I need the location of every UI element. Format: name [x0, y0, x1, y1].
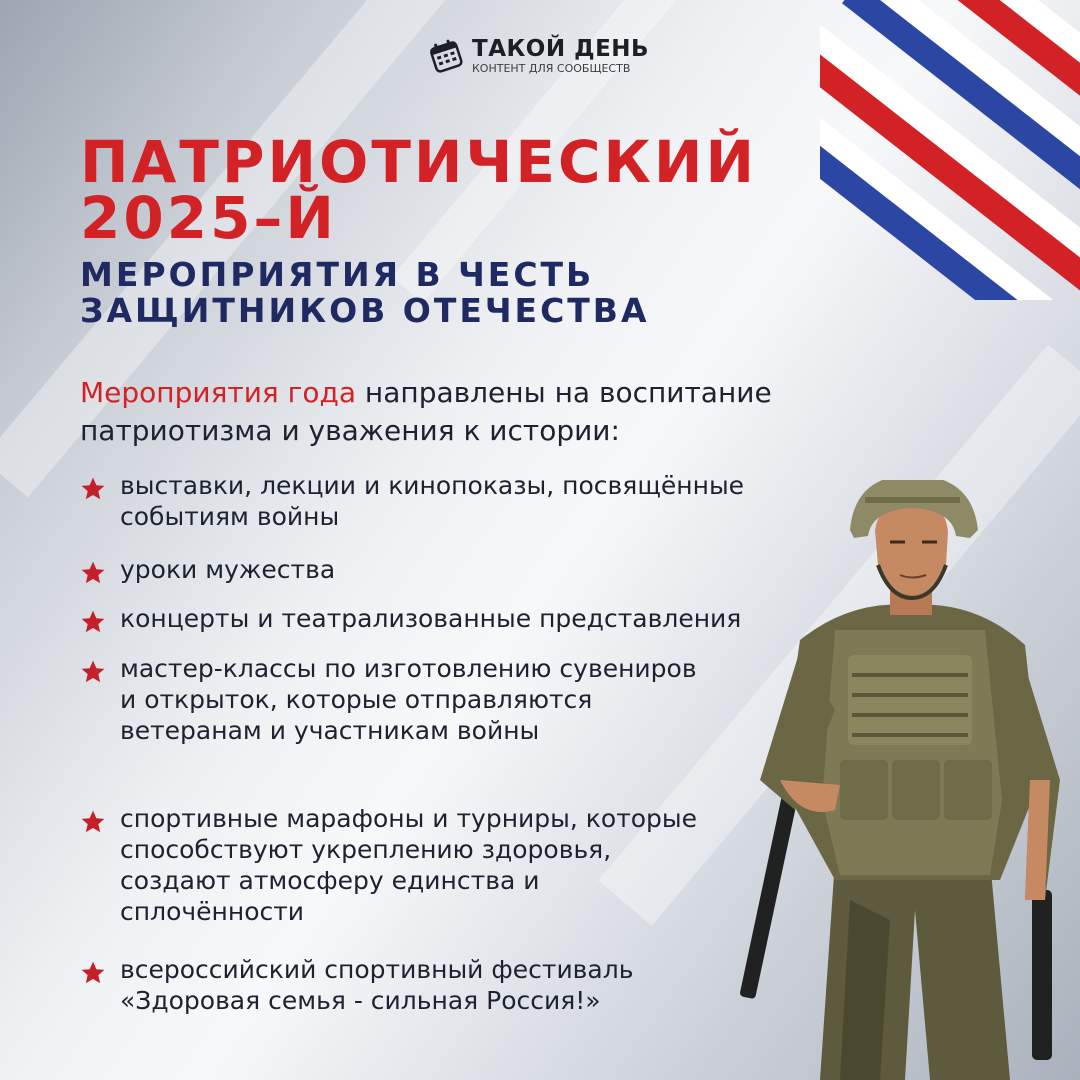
list-item-text: концерты и театрализованные представления: [120, 604, 742, 633]
star-icon: [80, 659, 106, 685]
star-icon: [80, 560, 106, 586]
star-icon: [80, 476, 106, 502]
intro-paragraph: [80, 374, 920, 450]
star-icon: [80, 609, 106, 635]
subtitle-line-1: МЕРОПРИЯТИЯ В ЧЕСТЬ: [80, 255, 595, 294]
list-item: [80, 954, 740, 1016]
page-subtitle: [80, 257, 650, 329]
brand-logo: [428, 36, 649, 76]
calendar-icon: [428, 38, 464, 74]
intro-text-1: направлены на воспитание: [356, 376, 772, 409]
title-line-1: ПАТРИОТИЧЕСКИЙ: [80, 128, 757, 196]
intro-text-2: патриотизма и уважения к истории:: [80, 414, 620, 447]
star-icon: [80, 809, 106, 835]
list-item: [80, 803, 720, 927]
list-item-text: всероссийский спортивный фестиваль «Здоровая семья - сильная Россия!»: [120, 955, 634, 1015]
list-item-text: спортивные марафоны и турниры, которые способствуют укреплению здоровья, создают атмосферу единства и сплочённости: [120, 804, 698, 926]
brand-text: [472, 36, 649, 76]
list-item: [80, 554, 820, 586]
list-item: [80, 653, 720, 746]
flag-stripes-decoration: [820, 0, 1080, 300]
soldier-illustration: [740, 480, 1080, 1080]
intro-highlight: Мероприятия года: [80, 376, 357, 409]
star-icon: [80, 960, 106, 986]
subtitle-line-2: ЗАЩИТНИКОВ ОТЕЧЕСТВА: [80, 291, 650, 330]
brand-title: ТАКОЙ ДЕНЬ: [472, 36, 650, 62]
list-item: [80, 603, 820, 635]
list-item-text: выставки, лекции и кинопоказы, посвящённые событиям войны: [120, 471, 745, 531]
title-line-2: 2025–Й: [80, 184, 337, 252]
list-item: [80, 470, 820, 532]
list-item-text: уроки мужества: [120, 555, 336, 584]
brand-subtitle: КОНТЕНТ ДЛЯ СООБЩЕСТВ: [472, 62, 631, 75]
list-item-text: мастер-классы по изготовлению сувениров и открыток, которые отправляются ветеранам и участникам войны: [120, 654, 697, 745]
page-title: [80, 128, 757, 252]
